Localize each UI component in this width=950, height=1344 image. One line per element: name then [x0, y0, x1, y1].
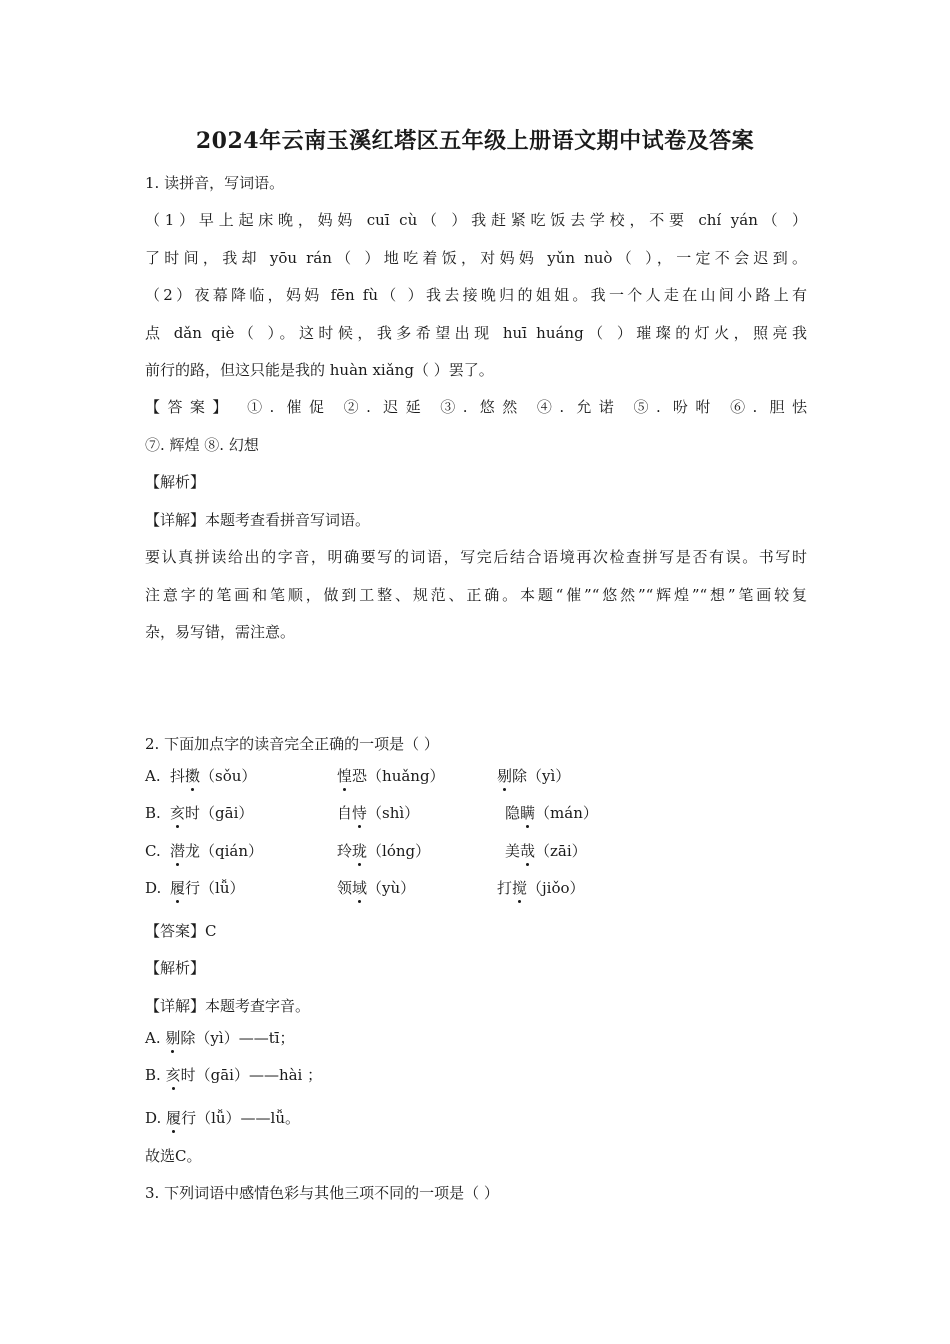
option-word: 领域（yù）	[337, 879, 416, 897]
question-2-correction: B. 亥时（gāi）——hài ；	[145, 1066, 323, 1084]
dotted-character: 瞒	[520, 804, 536, 822]
option-word: 潜龙（qián）	[170, 842, 264, 860]
question-1-line: 了时间，我却 yōu rán（ ）地吃着饭，对妈妈 yǔn nuò（ ），一定不会迟到。	[145, 249, 807, 267]
dotted-character: 履	[166, 1109, 182, 1127]
option-word: 履行（lǚ）	[170, 879, 245, 897]
option-word: 剔除（yì）	[497, 767, 571, 785]
question-1-analysis-heading: 【解析】	[145, 473, 206, 491]
option-pinyin: （gāi）	[200, 804, 254, 822]
option-word: 隐瞒（mán）	[505, 804, 598, 822]
option-word: 打搅（jiǒo）	[497, 879, 585, 897]
question-2-stem: 2. 下面加点字的读音完全正确的一项是（ ）	[145, 735, 439, 753]
dotted-character: 域	[352, 879, 368, 897]
option-word: 亥时（gāi）	[170, 804, 254, 822]
option-letter: A.	[145, 767, 161, 785]
dotted-character: 亥	[170, 804, 186, 822]
option-pinyin: （mán）	[535, 804, 598, 822]
question-1-line: （2）夜幕降临，妈妈 fēn fù（ ）我去接晚归的姐姐。我一个人走在山间小路上有	[145, 286, 807, 304]
question-1-answer-cont: ⑦. 辉煌 ⑧. 幻想	[145, 436, 259, 454]
dotted-character: 擞	[185, 767, 201, 785]
option-pinyin: （jiǒo）	[527, 879, 585, 897]
question-1-line: 点 dǎn qiè（ ）。这时候，我多希望出现 huī huáng（ ）璀璨的灯火，照亮我	[145, 324, 807, 342]
option-pinyin: （qián）	[200, 842, 264, 860]
dotted-character: 搅	[512, 879, 528, 897]
dotted-character: 亥	[165, 1066, 181, 1084]
question-2-analysis-heading: 【解析】	[145, 959, 206, 977]
option-word: 美哉（zāi）	[505, 842, 587, 860]
question-3-stem: 3. 下列词语中感情色彩与其他三项不同的一项是（ ）	[145, 1184, 499, 1202]
question-1-detail: 【详解】本题考查看拼音写词语。	[145, 511, 371, 529]
question-1-explanation: 杂，易写错，需注意。	[145, 623, 296, 641]
dotted-character: 剔	[165, 1029, 181, 1047]
option-pinyin: （shì）	[367, 804, 420, 822]
option-word: 玲珑（lóng）	[337, 842, 431, 860]
option-word: 自恃（shì）	[337, 804, 420, 822]
option-pinyin: （zāi）	[535, 842, 587, 860]
option-pinyin: （huǎng）	[367, 767, 445, 785]
dotted-character: 剔	[497, 767, 513, 785]
question-2-correction: A. 剔除（yì）——tī；	[145, 1029, 295, 1047]
page-title: 2024年云南玉溪红塔区五年级上册语文期中试卷及答案	[195, 128, 755, 154]
dotted-character: 珑	[352, 842, 368, 860]
option-letter: D.	[145, 879, 162, 897]
option-word: 抖擞（sǒu）	[170, 767, 257, 785]
dotted-character: 哉	[520, 842, 536, 860]
option-letter: B.	[145, 804, 161, 822]
question-1-explanation: 注意字的笔画和笔顺，做到工整、规范、正确。本题“催”“悠然”“辉煌”“想”笔画较复	[145, 586, 807, 604]
question-1-answer: 【答案】 ①. 催促 ②. 迟延 ③. 悠然 ④. 允诺 ⑤. 吩咐 ⑥. 胆怯	[145, 398, 807, 416]
question-1-line: （1）早上起床晚，妈妈 cuī cù（ ）我赶紧吃饭去学校，不要 chí yán（ ）	[145, 211, 807, 229]
question-2-correction: D. 履行（lǚ）——lǚ。	[145, 1109, 300, 1127]
option-word: 惶恐（huǎng）	[337, 767, 445, 785]
option-pinyin: （lǚ）	[200, 879, 245, 897]
option-letter: C.	[145, 842, 161, 860]
dotted-character: 潜	[170, 842, 186, 860]
dotted-character: 恃	[352, 804, 368, 822]
option-pinyin: （yù）	[367, 879, 416, 897]
option-pinyin: （yì）	[527, 767, 571, 785]
question-2-detail: 【详解】本题考查字音。	[145, 997, 311, 1015]
dotted-character: 履	[170, 879, 186, 897]
dotted-character: 惶	[337, 767, 353, 785]
question-2-conclusion: 故选C。	[145, 1147, 202, 1165]
question-1-stem: 1. 读拼音，写词语。	[145, 174, 285, 192]
option-pinyin: （sǒu）	[200, 767, 257, 785]
question-1-explanation: 要认真拼读给出的字音，明确要写的词语，写完后结合语境再次检查拼写是否有误。书写时	[145, 548, 807, 566]
question-2-answer: 【答案】C	[145, 922, 217, 940]
question-1-line: 前行的路，但这只能是我的 huàn xiǎng（ ）罢了。	[145, 361, 494, 379]
option-pinyin: （lóng）	[367, 842, 431, 860]
